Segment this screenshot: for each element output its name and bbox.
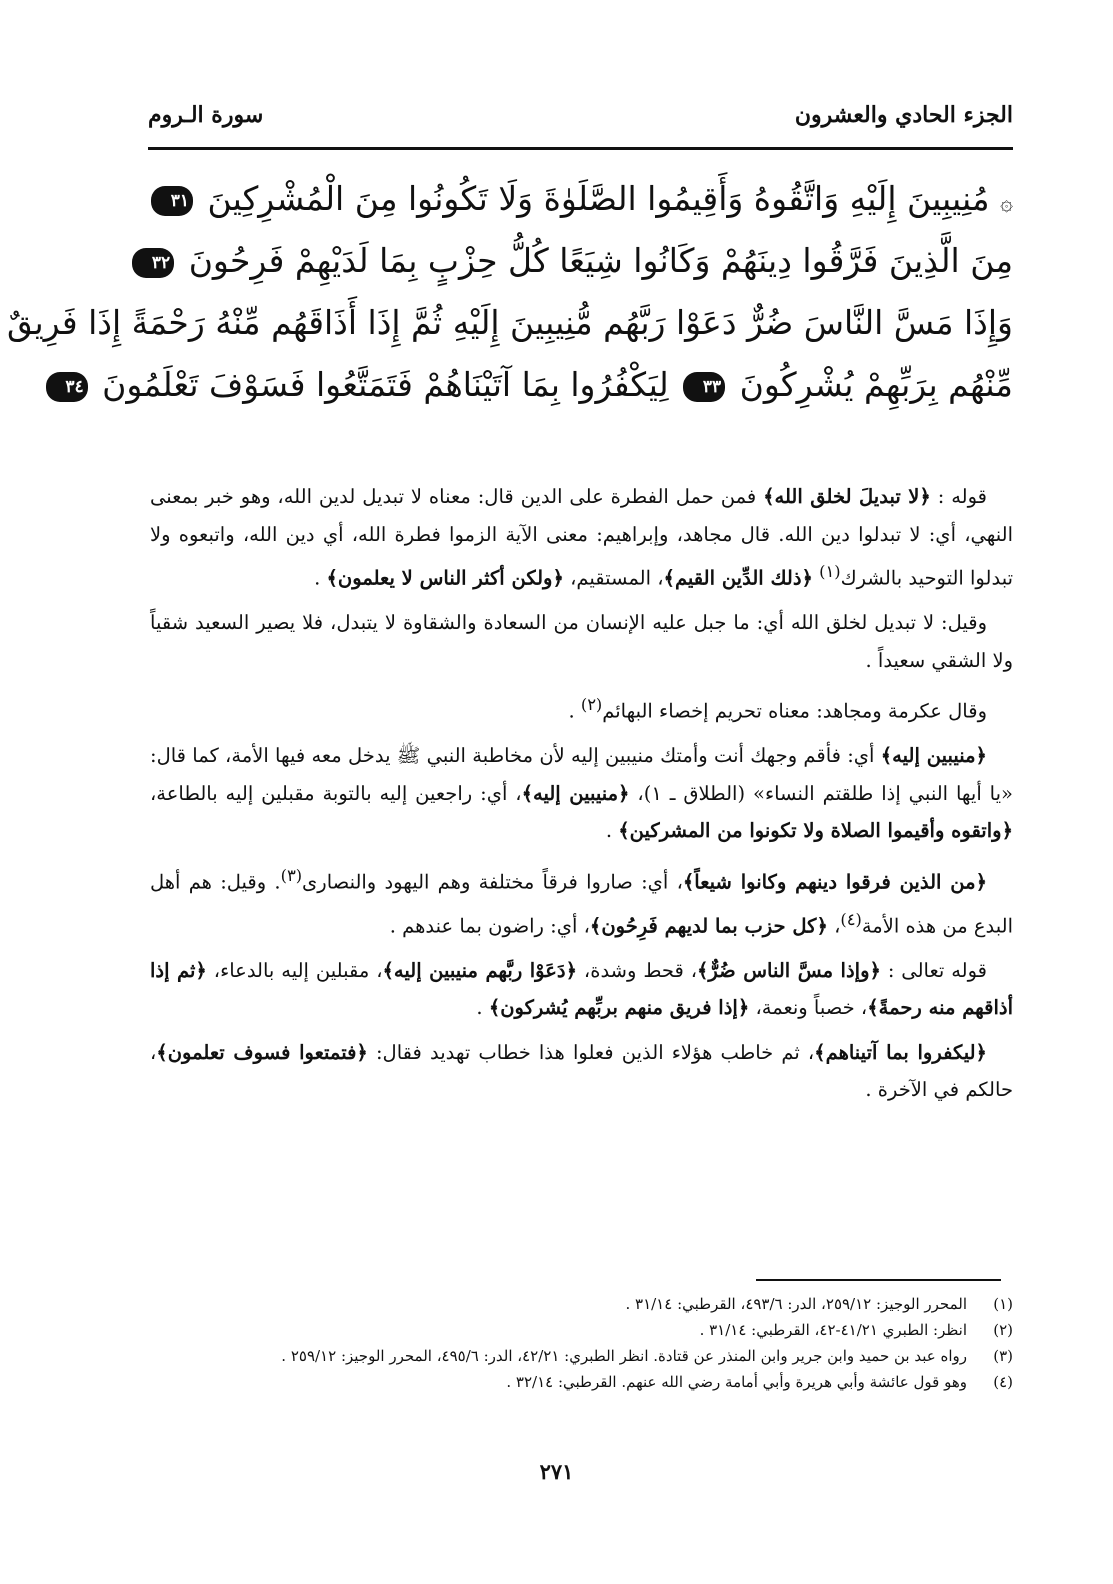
footnote-divider bbox=[756, 1279, 1001, 1281]
text-run: ، ثم خاطب هؤلاء الذين فعلوا هذا خطاب تهديد فقال: bbox=[367, 1040, 815, 1064]
verse-line bbox=[6, 292, 1013, 354]
verse-number-badge: ٣٤ bbox=[46, 372, 88, 402]
footnote-text: وهو قول عائشة وأبي هريرة وأبي أمامة رضي الله عنهم. القرطبي: ٣٢/١٤ . bbox=[506, 1373, 967, 1391]
text-run: ، أي: راضون بما عندهم . bbox=[389, 914, 590, 937]
quran-quote: ﴿وإذا مسَّ الناس ضُرٌّ﴾ bbox=[696, 958, 881, 982]
verse-line bbox=[150, 168, 1013, 230]
text-run: . bbox=[568, 699, 581, 723]
text-run: . bbox=[476, 996, 489, 1019]
quran-quote: ﴿ليكفروا بما آتيناهم﴾ bbox=[814, 1040, 987, 1064]
quran-quote: ﴿منيبين إليه﴾ bbox=[880, 744, 987, 767]
text-run: وقال عكرمة ومجاهد: معناه تحريم إخصاء البهائم bbox=[602, 699, 987, 723]
verse-text: مِّنْهُم بِرَبِّهِمْ يُشْرِكُونَ bbox=[739, 365, 1013, 404]
quran-quote: ﴿لا تبديلَ لخلق الله﴾ bbox=[763, 485, 931, 508]
footnote-item bbox=[150, 1343, 1013, 1369]
quran-quote: ﴿دَعَوْا ربَّهم منيبين إليه﴾ bbox=[382, 958, 578, 982]
text-run: ، مقبلين إليه بالدعاء، bbox=[206, 958, 383, 982]
footnote-text: المحرر الوجيز: ٢٥٩/١٢، الدر: ٤٩٣/٦، القرطبي: ٣١/١٤ . bbox=[625, 1295, 967, 1313]
running-header bbox=[148, 95, 1013, 135]
commentary bbox=[150, 478, 1013, 1116]
footnote-ref[interactable]: (١) bbox=[819, 562, 841, 581]
text-run: . bbox=[314, 566, 327, 590]
text-run: قوله : bbox=[930, 485, 987, 508]
footnote-ref[interactable]: (٢) bbox=[580, 695, 603, 714]
verse-text: مُنِيبِينَ إِلَيْهِ وَاتَّقُوهُ وَأَقِيمُوا الصَّلَوٰةَ وَلَا تَكُونُوا مِنَ الْمُشْرِكِينَ bbox=[207, 179, 990, 218]
paragraph bbox=[150, 1034, 1013, 1109]
footnote-number: (٤) bbox=[993, 1373, 1013, 1391]
verse-start-ornament-icon: ۞ bbox=[1000, 191, 1013, 216]
quran-quote: ﴿من الذين فرقوا دينهم وكانوا شيعاً﴾ bbox=[682, 870, 988, 893]
part-title: الجزء الحادي والعشرون bbox=[794, 102, 1013, 128]
text-run: . bbox=[605, 819, 619, 842]
text-run: ، قحط وشدة، bbox=[577, 958, 697, 982]
paragraph bbox=[150, 857, 1013, 945]
footnote-ref[interactable]: (٤) bbox=[840, 909, 862, 929]
verse-line bbox=[65, 354, 1013, 416]
verse-text: لِيَكْفُرُوا بِمَا آتَيْنَاهُمْ فَتَمَتَّعُوا فَسَوْفَ تَعْلَمُونَ bbox=[102, 365, 669, 404]
text-run: ، bbox=[827, 914, 841, 937]
footnote-text: انظر: الطبري ٤١/٢١-٤٢، القرطبي: ٣١/١٤ . bbox=[699, 1321, 967, 1339]
text-run: قوله تعالى : bbox=[880, 958, 987, 982]
footnote-item bbox=[150, 1291, 1013, 1317]
footnote-item bbox=[150, 1317, 1013, 1343]
quran-quote: ﴿إذا فريق منهم بربِّهم يُشركون﴾ bbox=[488, 996, 750, 1019]
page-number: ٢٧١ bbox=[539, 1459, 574, 1484]
footnote-ref[interactable]: (٣) bbox=[280, 865, 303, 885]
surah-title: سورة الـروم bbox=[148, 102, 264, 128]
text-run: ، أي: صاروا فرقاً مختلفة وهم اليهود والنصارى bbox=[302, 870, 683, 893]
footnote-item bbox=[150, 1369, 1013, 1395]
paragraph bbox=[150, 686, 1013, 730]
text-run: ، أي: راجعين إليه بالتوبة مقبلين إليه بالطاعة، bbox=[150, 781, 522, 805]
quran-quote: ﴿كل حزب بما لديهم فَرِحُون﴾ bbox=[589, 914, 828, 937]
quran-quote: ﴿واتقوه وأقيموا الصلاة ولا تكونوا من المشركين﴾ bbox=[618, 819, 1013, 842]
quran-quote: ﴿ثم إذا أذاقهم منه رحمةً﴾ bbox=[150, 958, 1013, 1019]
quran-quote: ﴿منيبين إليه﴾ bbox=[521, 781, 630, 805]
text-run: ، حالكم في الآخرة . bbox=[150, 1040, 1013, 1101]
footnote-number: (٢) bbox=[993, 1321, 1013, 1339]
paragraph bbox=[150, 952, 1013, 1027]
footnotes bbox=[150, 1291, 1013, 1395]
verse-number-badge: ٣٣ bbox=[683, 372, 725, 402]
quran-quote: ﴿فتمتعوا فسوف تعلمون﴾ bbox=[156, 1040, 368, 1064]
text-run: أي: فأقم وجهك أنت وأمتك منيبين إليه لأن مخاطبة النبي ﷺ يدخل معه فيها الأمة، كما قال: «يا أيها النبي إذا طلقتم النساء» (الطلاق ـ ١)، bbox=[150, 744, 1013, 805]
quran-quote: ﴿ذلك الدِّين القيم﴾ bbox=[663, 566, 813, 590]
text-run: فمن حمل الفطرة على الدين قال: معناه لا تبديل لدين الله، وهو خبر بمعنى النهي، أي: لا تبدلوا دين الله. قال مجاهد، وإبراهيم: معنى الآية الزموا فطرة الله، أي دين الله، واتبعوه ولا تبدلوا التوحيد بالشرك bbox=[150, 485, 1013, 590]
paragraph: وقيل: لا تبديل لخلق الله أي: ما جبل عليه الإنسان من السعادة والشقاوة لا يتبدل، فلا يصير السعيد شقياً ولا الشقي سعيداً . bbox=[150, 611, 1013, 672]
footnote-text: رواه عبد بن حميد وابن جرير وابن المنذر عن قتادة. انظر الطبري: ٤٢/٢١، الدر: ٤٩٥/٦، المحرر الوجيز: ٢٥٩/١٢ . bbox=[281, 1347, 967, 1365]
verse-number-badge: ٣١ bbox=[151, 186, 193, 216]
verse-line bbox=[150, 230, 1013, 292]
verse-text: وَإِذَا مَسَّ النَّاسَ ضُرٌّ دَعَوْا رَبَّهُم مُّنِيبِينَ إِلَيْهِ ثُمَّ إِذَا أَذَاقَهُم مِّنْهُ رَحْمَةً إِذَا فَرِيقٌ bbox=[6, 303, 1013, 342]
footnote-number: (١) bbox=[993, 1295, 1013, 1313]
header-divider bbox=[148, 147, 1013, 150]
text-run: ، المستقيم، bbox=[563, 566, 664, 590]
paragraph bbox=[150, 478, 1013, 597]
quran-verses bbox=[6, 168, 1013, 416]
verse-text: مِنَ الَّذِينَ فَرَّقُوا دِينَهُمْ وَكَانُوا شِيَعًا كُلُّ حِزْبٍ بِمَا لَدَيْهِمْ فَرِحُونَ bbox=[188, 241, 1013, 280]
quran-quote: ﴿ولكن أكثر الناس لا يعلمون﴾ bbox=[326, 566, 564, 590]
verse-number-badge: ٣٢ bbox=[132, 248, 174, 278]
footnote-number: (٣) bbox=[993, 1347, 1013, 1365]
paragraph bbox=[150, 737, 1013, 850]
text-run: . وقيل: هم أهل البدع من هذه الأمة bbox=[150, 870, 1013, 937]
text-run: ، خصباً ونعمة، bbox=[749, 996, 868, 1019]
